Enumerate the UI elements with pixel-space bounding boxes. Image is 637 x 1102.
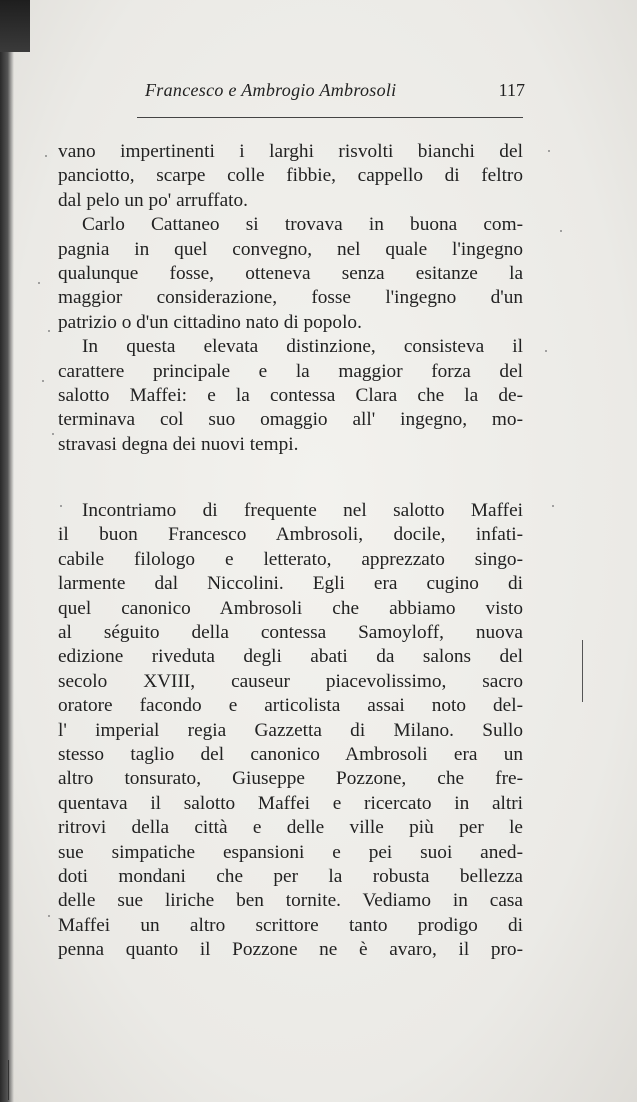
text-line: delle sue liriche ben tornite. Vediamo in casa [58,890,523,912]
margin-mark [582,640,583,702]
text-line: vano impertinenti i larghi risvolti bianchi del [58,141,523,162]
scan-speck [48,915,50,917]
scan-speck [552,505,554,507]
margin-mark [8,1060,9,1100]
text-line: terminava col suo omaggio all' ingegno, mo- [58,409,523,431]
text-line: maggior considerazione, fosse l'ingegno d'un [58,287,523,309]
text-line: In questa elevata distinzione, consisteva il [82,336,523,358]
text-line: dal pelo un po' arruffato. [58,189,248,211]
text-line: edizione riveduta degli abati da salons del [58,646,523,668]
scan-speck [42,380,44,382]
text-line: cabile filologo e letterato, apprezzato singo- [58,548,523,570]
paragraph-2 [58,213,523,335]
body-text [58,140,523,963]
scan-speck [60,505,62,507]
text-line: l' imperial regia Gazzetta di Milano. Sullo [58,719,523,741]
text-line: quentava il salotto Maffei e ricercato in altri [58,792,523,814]
text-line: Incontriamo di frequente nel salotto Maffei [82,500,523,522]
text-line: quel canonico Ambrosoli che abbiamo visto [58,597,523,619]
binding-corner [0,0,30,52]
scan-speck [48,330,50,332]
binding-shadow [0,0,14,1102]
text-line: al séguito della contessa Samoyloff, nuova [58,622,523,644]
text-line: il buon Francesco Ambrosoli, docile, infati- [58,524,523,546]
text-line: sue simpatiche espansioni e pei suoi aned- [58,841,523,863]
text-line: stravasi degna dei nuovi tempi. [58,433,299,455]
paragraph-3 [58,335,523,457]
scan-speck [52,433,54,435]
text-line: qualunque fosse, otteneva senza esitanze la [58,262,523,284]
text-line: pagnia in quel convegno, nel quale l'ingegno [58,238,523,260]
running-title: Francesco e Ambrogio Ambrosoli [145,80,397,100]
text-line: salotto Maffei: e la contessa Clara che la de- [58,384,523,406]
paragraph-4 [58,499,523,962]
scan-speck [38,282,40,284]
text-line: Carlo Cattaneo si trovava in buona com- [82,214,523,236]
text-line: doti mondani che per la robusta bellezza [58,865,523,887]
text-line: stesso taglio del canonico Ambrosoli era un [58,743,523,765]
page-number: 117 [498,80,525,100]
text-line: patrizio o d'un cittadino nato di popolo. [58,311,362,333]
text-line: penna quanto il Pozzone ne è avaro, il pro- [58,939,523,961]
page-header [135,76,527,106]
scan-speck [545,350,547,352]
text-line: Maffei un altro scrittore tanto prodigo di [58,914,523,936]
section-gap [58,457,523,499]
text-line: ritrovi della città e delle ville più per le [58,817,523,839]
scan-speck [560,230,562,232]
text-line: secolo XVIII, causeur piacevolissimo, sacro [58,670,523,692]
text-line: altro tonsurato, Giuseppe Pozzone, che fre- [58,768,523,790]
scan-speck [45,155,47,157]
text-line: carattere principale e la maggior forza del [58,360,523,382]
scan-speck [548,150,550,152]
text-line: panciotto, scarpe colle fibbie, cappello di feltro [58,165,523,187]
paragraph-1 [58,140,523,213]
header-rule [137,117,523,118]
text-line: larmente dal Niccolini. Egli era cugino di [58,573,523,595]
text-line: oratore facondo e articolista assai noto del- [58,695,523,717]
